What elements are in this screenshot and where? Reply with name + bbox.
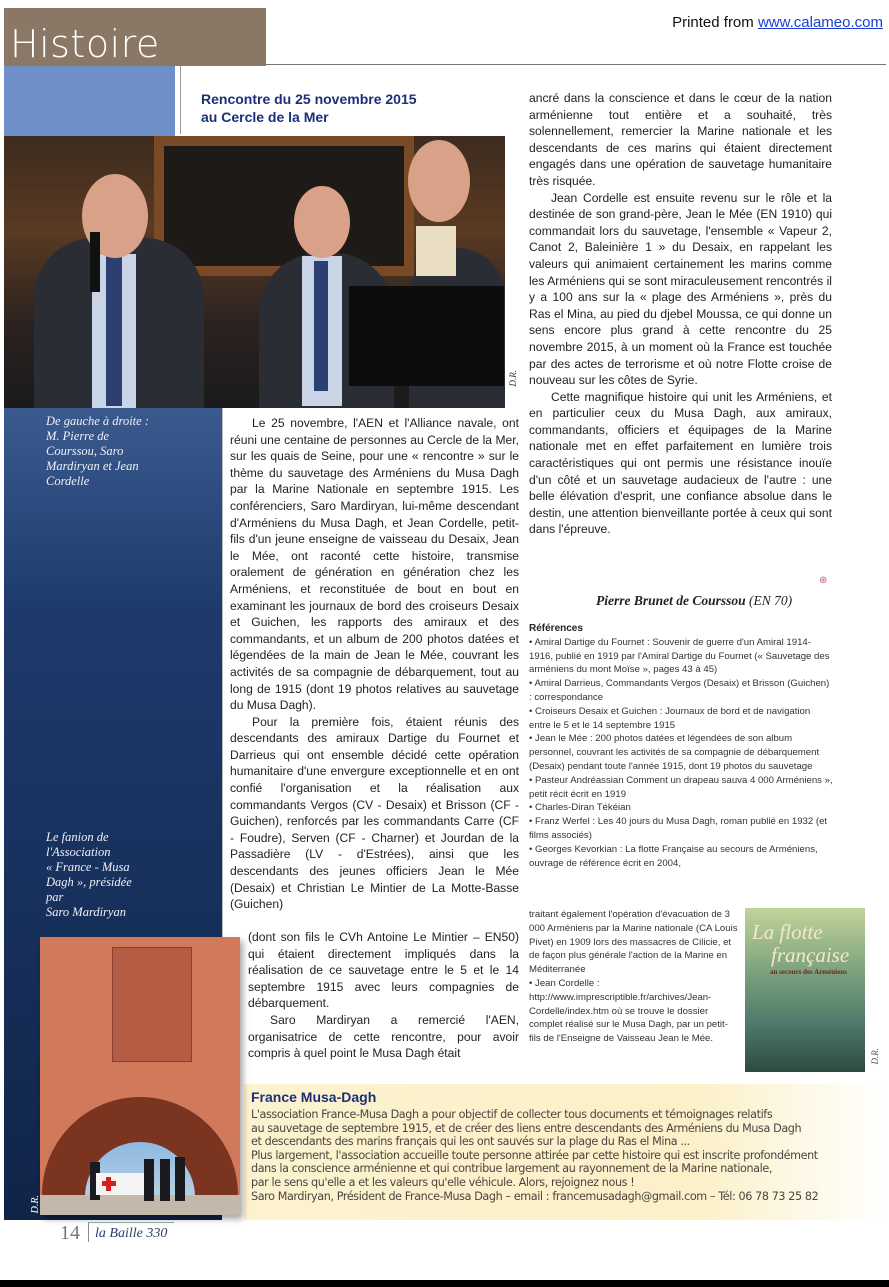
end-of-article-icon: ⊛ xyxy=(819,575,828,586)
paragraph: Le 25 novembre, l'AEN et l'Alliance navale, ont réuni une centaine de personnes au Cercle de la Mer, sur les quais de Seine, pour une « rencontre » sur le thème du sauvetage des Arméniens du Musa Dagh par la Marine Nationale en septembre 1915. Les conférenciers, Saro Mardiryan, lui-même descendant d'Arméniens du Musa Dagh, et Jean Cordelle, petit-fils d'un jeune enseigne de vaisseau du Desaix, Jean le Mée, ont raconté cette histoire, transmise oralement de génération en génération chez les Arméniens, et reconstituée de bout en bout en examinant les journaux de bord des croiseurs Desaix et Guichen, les rapports des amiraux et des commandants, et un album de 200 photos datées et légendées de la main de Jean le Mée, couvrant les activités de sa compagnie de débarquement, tout au long de 1915 (dont 19 photos relatives au sauvetage du Musa Dagh). xyxy=(230,416,519,713)
footer-separator xyxy=(88,1222,89,1242)
paragraph: (dont son fils le CVh Antoine Le Mintier – EN50) qui étaient directement impliqués dans la réalisation de ce sauvetage entre le 5 et le 14 septembre 1915 avec leurs compagnies de débarquement. xyxy=(248,930,519,1011)
page-number: 14 xyxy=(60,1222,80,1244)
references-list-continued xyxy=(529,908,739,1046)
printed-from xyxy=(672,14,883,31)
reference-item: traitant également l'opération d'évacuation de 3 000 Arméniens par la Marine nationale (CA Louis Pivet) en 1909 lors des massacres de Cilicie, et de façon plus générale l'action de la Marine en Méditerranée xyxy=(529,909,738,976)
caption-line: M. Pierre de xyxy=(46,429,110,443)
music-stand xyxy=(349,286,504,386)
arch-monument-photo xyxy=(40,937,240,1215)
reference-item: • Jean le Mée : 200 photos datées et légendées de son album personnel, couvrant les activités de sa compagnie de débarquement (Desaix) pendant toute l'année 1915, dont 19 photos du sauvetage xyxy=(529,733,820,772)
caption-line: Courssou, Saro xyxy=(46,444,124,458)
caption-line: Le fanion de xyxy=(46,830,109,844)
caption-speakers xyxy=(46,414,149,489)
page-bottom-border xyxy=(0,1280,889,1287)
paragraph: ancré dans la conscience et dans le cœur de la nation arménienne tout entière et a souhaité, très solennellement, remercier la Marine nationale et les descendants de ces marins qui étaient directement engagés dans une opération de sauvetage humanitaire très risquée. xyxy=(529,91,832,188)
caption-line: par xyxy=(46,890,64,904)
book-title-line2: française xyxy=(771,943,850,967)
window-frame xyxy=(154,136,414,276)
article-column-1 xyxy=(230,415,519,913)
association-line: dans la conscience arménienne et qui contribue largement au rayonnement de la Marine nationale, xyxy=(251,1162,772,1176)
reference-item: • Franz Werfel : Les 40 jours du Musa Dagh, roman publié en 1932 (et films associés) xyxy=(529,816,828,841)
section-title: Histoire xyxy=(10,22,160,66)
reference-item: • Pasteur Andréassian Comment un drapeau sauva 4 000 Arméniens », petit récit écrit en 1919 xyxy=(529,774,833,800)
article-title-line2: au Cercle de la Mer xyxy=(201,109,329,125)
microphone-icon xyxy=(90,232,100,292)
reference-item: • Amiral Darrieus, Commandants Vergos (Desaix) et Brisson (Guichen) : correspondance xyxy=(529,678,830,703)
association-line: Plus largement, l'association accueille toute personne attirée par cette histoire qui est inscrite profondément xyxy=(251,1148,818,1162)
association-text xyxy=(251,1108,881,1203)
speaker-middle-tie xyxy=(314,261,328,391)
photo-credit: D.R. xyxy=(508,370,518,387)
caption-line: Cordelle xyxy=(46,474,90,488)
caption-line: Mardiryan et Jean xyxy=(46,459,139,473)
association-line: L'association France-Musa Dagh a pour objectif de collecter tous documents et témoignages relatifs xyxy=(251,1108,773,1121)
article-column-2 xyxy=(529,90,832,538)
caption-line: « France - Musa xyxy=(46,860,130,874)
paragraph: Cette magnifique histoire qui unit les Arméniens, et en particulier ceux du Musa Dagh, aux amiraux, commandants, officiers et équipages de la Marine nationale met en effet parfaitement en lumière trois caractéristiques qui ont permis une résistance inouïe d'un côté et un sauvetage audacieux de l'autre : une belle élévation d'esprit, une confiance absolue dans le destin, une attention bienveillante portée à ceux qui sont dans l'épreuve. xyxy=(529,389,832,537)
book-title-line1: La flotte xyxy=(752,920,823,944)
references-list xyxy=(529,622,834,870)
book-photo-credit: D.R. xyxy=(870,1048,880,1065)
reference-item: • Amiral Dartige du Fournet : Souvenir de guerre d'un Amiral 1914-1916, publié en 1919 par l'Amiral Dartige du Fournet (« Sauvetage des arméniens du mont Moïse », pages 43 à 45) xyxy=(529,636,830,676)
caption-line: Dagh », présidée xyxy=(46,875,132,889)
caption-line: Saro Mardiryan xyxy=(46,905,126,919)
caption-line: l'Association xyxy=(46,845,111,859)
article-column-1-continued xyxy=(248,929,519,1062)
references-heading: Références xyxy=(529,623,583,634)
paragraph: Pour la première fois, étaient réunis des descendants des amiraux Dartige du Fournet et Darrieus qui ont ensemble décidé cette opération humanitaire d'une envergure exceptionnelle et en ont confié l'organisation et la réalisation aux commandants Vergos (CV - Desaix) et Brisson (CF - Guichen), renforcés par les commandants Carre (CF - Foudre), Serven (CF - Charner) et Jourdan de la Passadière (LV - d'Estrées), ainsi que les descendants des jeunes officiers Jean le Mée (Desaix) et Christian Le Mintier de La Motte-Basse (Guichen) xyxy=(230,714,519,912)
association-title: France Musa-Dagh xyxy=(251,1089,377,1105)
paragraph: Jean Cordelle est ensuite revenu sur le rôle et la destinée de son grand-père, Jean le Mée (EN 1910) qui commandait lors du sauvetage, l'ensemble « Vapeur 2, Canot 2, Baleinière 1 » du Desaix, en rappelant les valeurs qui animaient certainement les marins comme les Arméniens qui se sont miraculeusement rencontrés il y a 100 ans sur la « plage des Arméniens », près du Ras el Mina, au pied du djebel Moussa, ce qui donne un sens encore plus grand à cette rencontre du 25 novembre 2015, à un moment où la France est touchée par des actes de terrorisme et où notre Flotte croise de nouveau sur les côtes de Syrie. xyxy=(529,190,832,388)
author-signature xyxy=(596,593,792,609)
book-subtitle: au secours des Arméniens xyxy=(770,968,847,976)
printed-from-label: Printed from xyxy=(672,14,758,31)
speaker-left-tie xyxy=(106,256,122,406)
stone-relief xyxy=(112,947,192,1062)
calameo-link[interactable]: www.calameo.com xyxy=(757,14,883,31)
speaker-right-head xyxy=(408,140,470,222)
red-cross-icon-vertical xyxy=(106,1177,111,1191)
association-line: et descendants des marins français qui les ont sauvés sur la plage du Ras el Mina ... xyxy=(251,1135,690,1149)
blue-accent-block xyxy=(4,66,175,136)
person-figure xyxy=(144,1159,154,1201)
association-contact-line: Saro Mardiryan, Président de France-Musa Dagh – email : francemusadagh@gmail.com – Tél: 06 78 73 25 82 xyxy=(251,1189,819,1203)
caption-line: De gauche à droite : xyxy=(46,414,149,428)
association-line: au sauvetage de septembre 1915, et de créer des liens entre descendants des Arméniens du Musa Dagh xyxy=(251,1121,802,1135)
speaker-right-scarf xyxy=(416,226,456,276)
article-title xyxy=(201,90,417,126)
caption-pennant xyxy=(46,830,132,920)
arch-photo-credit: D.R. xyxy=(30,1195,41,1214)
speakers-photo xyxy=(4,136,505,408)
article-title-line1: Rencontre du 25 novembre 2015 xyxy=(201,91,417,107)
title-divider xyxy=(180,66,181,134)
person-figure xyxy=(160,1159,170,1201)
arch-steps xyxy=(40,1195,240,1215)
reference-item: • Jean Cordelle : http://www.imprescriptible.fr/archives/Jean-Cordelle/index.htm où se trouve le dossier complet réalisé sur le Musa Dagh, par un petit-fils de l'Enseigne de Vaisseau Jean le Mée. xyxy=(529,977,728,1045)
header-divider xyxy=(266,64,886,65)
footer-rule xyxy=(88,1222,174,1223)
magazine-name: la Baille 330 xyxy=(95,1226,168,1241)
reference-item: • Charles-Diran Tékéian xyxy=(529,802,631,814)
reference-item: • Georges Kevorkian : La flotte Française au secours de Arméniens, ouvrage de référence écrit en 2004, xyxy=(529,843,818,869)
speaker-middle-head xyxy=(294,186,350,258)
association-line: par le sens qu'elle a et les valeurs qu'elle véhicule. Alors, rejoignez nous ! xyxy=(251,1175,635,1189)
reference-item: • Croiseurs Desaix et Guichen : Journaux de bord et de navigation entre le 5 et le 14 septembre 1915 xyxy=(529,705,811,731)
paragraph: Saro Mardiryan a remercié l'AEN, organisatrice de cette rencontre, pour avoir compris à quel point le Musa Dagh était xyxy=(248,1012,519,1061)
author-promo: (EN 70) xyxy=(745,593,793,608)
author-name: Pierre Brunet de Courssou xyxy=(596,593,746,608)
person-figure xyxy=(175,1157,185,1201)
